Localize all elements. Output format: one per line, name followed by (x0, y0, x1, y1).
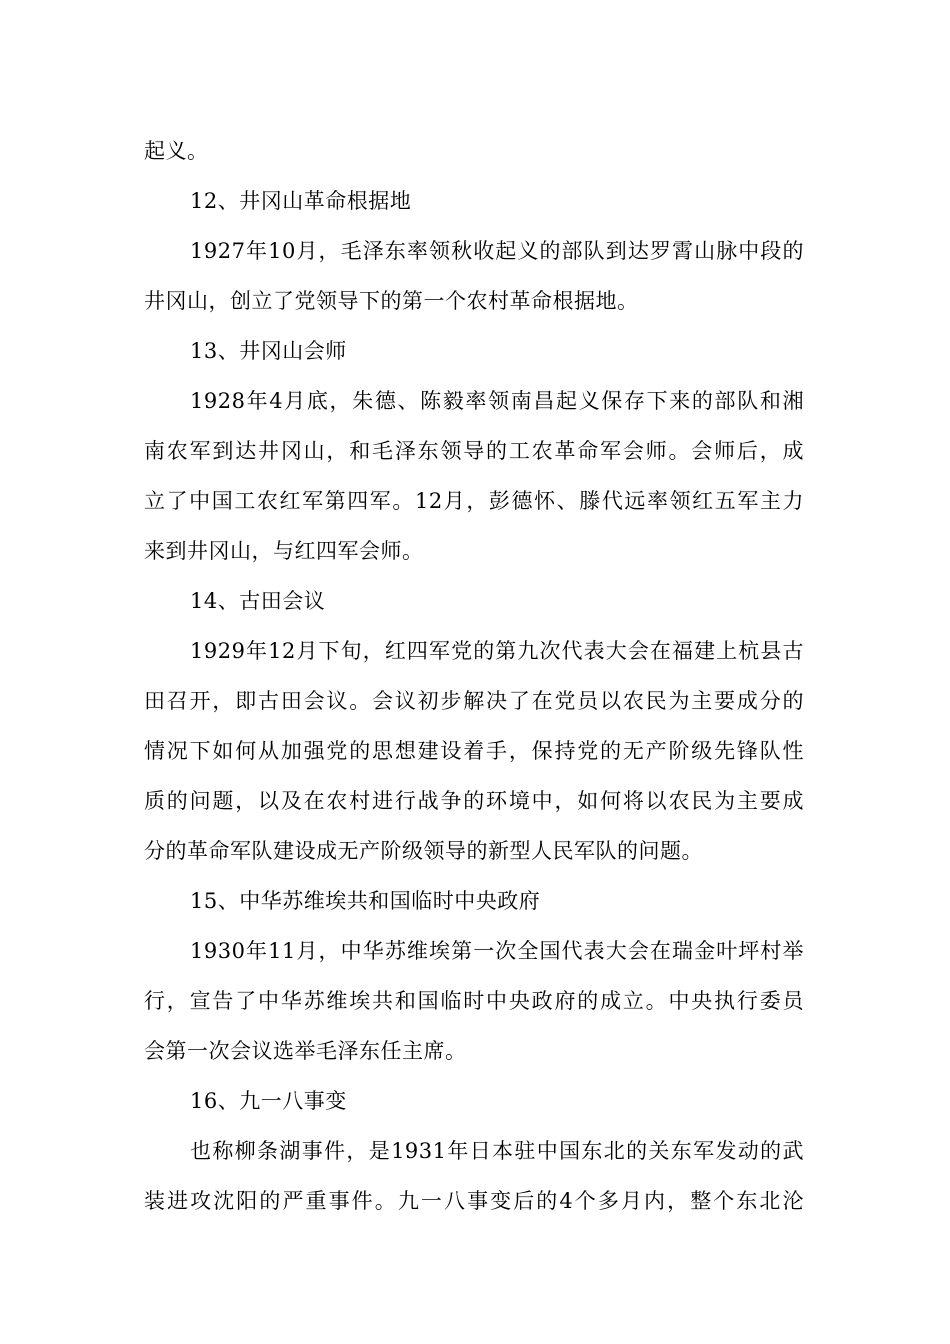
paragraph-line: 1929年12月下旬，红四军党的第九次代表大会在福建上杭县古 (190, 639, 804, 663)
paragraph-line: 装进攻沈阳的严重事件。九一八事变后的4个多月内，整个东北沦 (144, 1189, 804, 1213)
paragraph-line: 1927年10月，毛泽东率领秋收起义的部队到达罗霄山脉中段的 (190, 239, 804, 263)
paragraph-line: 起义。 (144, 139, 209, 163)
paragraph-line: 会第一次会议选举毛泽东任主席。 (144, 1039, 467, 1063)
paragraph-line: 1930年11月，中华苏维埃第一次全国代表大会在瑞金叶坪村举 (190, 939, 804, 963)
paragraph-line: 行，宣告了中华苏维埃共和国临时中央政府的成立。中央执行委员 (144, 989, 804, 1013)
paragraph-line: 也称柳条湖事件，是1931年日本驻中国东北的关东军发动的武 (190, 1139, 804, 1163)
paragraph-line: 分的革命军队建设成无产阶级领导的新型人民军队的问题。 (144, 839, 703, 863)
document-body (144, 126, 804, 1226)
paragraph-line: 来到井冈山，与红四军会师。 (144, 539, 424, 563)
paragraph-line: 立了中国工农红军第四军。12月，彭德怀、滕代远率领红五军主力 (144, 489, 804, 513)
section-heading: 16、九一八事变 (190, 1089, 347, 1113)
paragraph-line: 1928年4月底，朱德、陈毅率领南昌起义保存下来的部队和湘 (190, 389, 804, 413)
paragraph-line: 井冈山，创立了党领导下的第一个农村革命根据地。 (144, 289, 639, 313)
section-heading: 12、井冈山革命根据地 (190, 189, 412, 213)
section-heading: 14、古田会议 (190, 589, 326, 613)
paragraph-line: 情况下如何从加强党的思想建设着手，保持党的无产阶级先锋队性 (144, 739, 804, 763)
section-heading: 15、中华苏维埃共和国临时中央政府 (190, 889, 541, 913)
paragraph-line: 质的问题，以及在农村进行战争的环境中，如何将以农民为主要成 (144, 789, 804, 813)
section-heading: 13、井冈山会师 (190, 339, 347, 363)
paragraph-line: 南农军到达井冈山，和毛泽东领导的工农革命军会师。会师后，成 (144, 439, 804, 463)
paragraph-line: 田召开，即古田会议。会议初步解决了在党员以农民为主要成分的 (144, 689, 804, 713)
